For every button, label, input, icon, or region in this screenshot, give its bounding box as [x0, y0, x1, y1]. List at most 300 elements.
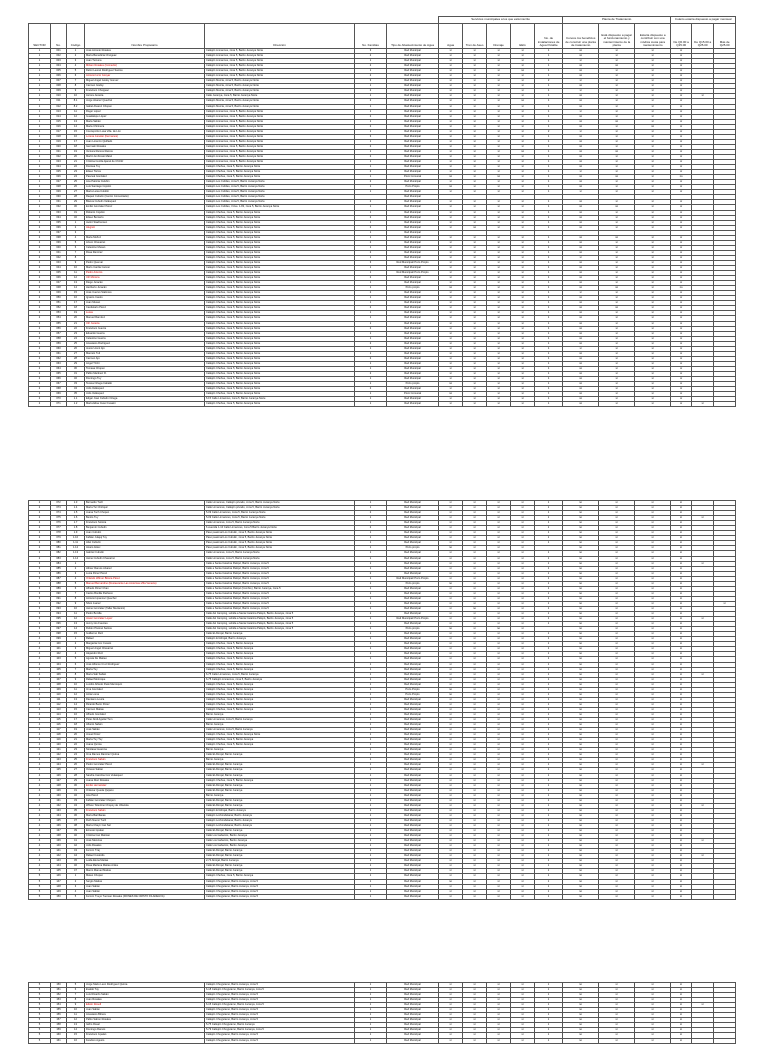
table-cell: sí [671, 260, 692, 265]
table-cell: 1 [355, 402, 387, 407]
table-cell: sí [599, 74, 635, 79]
table-cell: no [563, 397, 599, 402]
table-cell: sí [635, 874, 671, 879]
table-cell: sí [635, 397, 671, 402]
table-cell: sí [671, 864, 692, 869]
table-cell: sí [463, 94, 487, 99]
table-cell: sí [599, 738, 635, 743]
table-cell: 7 [67, 667, 85, 672]
table-cell: sí [599, 894, 635, 899]
table-cell: Pedro Quemar [85, 260, 205, 265]
table-cell: Maria Chirineza [85, 124, 205, 129]
table-cell: sí [439, 601, 463, 606]
table-cell: Red Municipal [387, 622, 439, 627]
table-cell: sí [463, 149, 487, 154]
table-cell: no [563, 516, 599, 521]
table-cell: 088 [51, 581, 67, 586]
table-cell: sí [439, 773, 463, 778]
table-cell: sí [511, 637, 535, 642]
table-cell: 061 [51, 351, 67, 356]
table-cell: sí [439, 205, 463, 210]
table-cell: sí [511, 531, 535, 536]
table-cell: 2 [29, 521, 51, 526]
table-cell: no [563, 74, 599, 79]
table-cell: sí [599, 712, 635, 717]
table-cell: Mateo Chopen [85, 874, 205, 879]
table-cell: 108 [51, 682, 67, 687]
table-cell: no [563, 220, 599, 225]
table-cell: 1 [355, 129, 387, 134]
table-cell: 8 [67, 672, 85, 677]
table-cell: 1 [535, 392, 563, 397]
table-cell: sí [439, 778, 463, 783]
table-cell: sí [439, 993, 463, 998]
table-cell: 138 [51, 834, 67, 839]
table-cell: sí [511, 266, 535, 271]
table-cell: sí [635, 69, 671, 74]
table-cell: Antonio Ixcor Ixcoyar [85, 74, 205, 79]
table-cell: 4 [67, 64, 85, 69]
table-cell: no [563, 49, 599, 54]
table-cell: no [563, 286, 599, 291]
table-cell: sí [487, 723, 511, 728]
table-cell: 112 [51, 702, 67, 707]
table-cell: sí [635, 1013, 671, 1018]
table-cell: no [599, 119, 635, 124]
table-cell: sí [487, 220, 511, 225]
table-cell: sí [511, 205, 535, 210]
table-cell: sí [635, 1018, 671, 1023]
table-cell: Callejón Chehue, zona 5, Barrio Jucanya [205, 692, 355, 697]
table-cell: 1 [355, 753, 387, 758]
table-cell: 059 [51, 341, 67, 346]
table-cell: sí [511, 697, 535, 702]
table-cell: 1 [355, 346, 387, 351]
table-cell: Red Municipal [387, 205, 439, 210]
table-cell: 2 [29, 306, 51, 311]
table-cell: Barrio Jucanya [205, 723, 355, 728]
table-cell: sí [599, 783, 635, 788]
table-cell: sí [487, 622, 511, 627]
table-cell: Calle El Abrojal, Barrio Jucanya [205, 753, 355, 758]
table-cell: sí [463, 1008, 487, 1013]
table-cell: sí [463, 331, 487, 336]
table-cell: sí [463, 402, 487, 407]
table-cell: Callejón Chehue, zona 5, Barrio Jucanya Norte [205, 286, 355, 291]
table-cell: 5-09 Calle Linnannus, zona 5, Barrio Jucanya Norte [205, 511, 355, 516]
table-cell: no [563, 692, 599, 697]
table-cell: sí [463, 783, 487, 788]
table-cell: 1 [535, 657, 563, 662]
table-cell: sí [511, 271, 535, 276]
table-cell: 5 [29, 1018, 51, 1023]
table-cell: sí [463, 993, 487, 998]
table-cell: Calle El Abrojal, Barrio Jucanya [205, 768, 355, 773]
table-cell: 1 [535, 697, 563, 702]
table-cell: sí [671, 281, 692, 286]
table-cell: 22 [67, 743, 85, 748]
table-cell: sí [511, 556, 535, 561]
table-cell: Juan Musan [85, 301, 205, 306]
table-cell: sí [463, 793, 487, 798]
table-cell: 3 [67, 59, 85, 64]
table-cell: 074 [51, 511, 67, 516]
table-cell: 1 [535, 768, 563, 773]
table-cell: sí [487, 773, 511, 778]
table-cell: sí [671, 89, 692, 94]
table-cell: sí [511, 606, 535, 611]
table-cell: sí [487, 225, 511, 230]
table-cell: sí [487, 798, 511, 803]
table-cell: Callejón Chehue, zona 5, Barrio Jucanya Norte [205, 351, 355, 356]
table-cell: 1 [355, 1018, 387, 1023]
table-cell: sí [511, 104, 535, 109]
table-cell: 1 [355, 149, 387, 154]
table-cell: sí [463, 854, 487, 859]
table-cell: sí [487, 803, 511, 808]
table-cell: sí [487, 109, 511, 114]
table-cell: Calle El Abrojal, Barrio Jucanya [205, 788, 355, 793]
table-cell: 101 [51, 647, 67, 652]
table-cell: sí [635, 250, 671, 255]
table-cell: 1.5 [67, 511, 85, 516]
table-cell: 29 [67, 361, 85, 366]
table-cell: sí [463, 773, 487, 778]
table-cell: 5 [67, 581, 85, 586]
table-cell: Peter Abdi Aguilar Tum [85, 718, 205, 723]
table-cell: Alfredo Gonzalez [85, 712, 205, 717]
table-cell: Callejón Los Cubiles, zona 5, Barrio Jucanya Norte [205, 180, 355, 185]
table-cell: 1.2 [67, 402, 85, 407]
table-cell: Callejón Linnannus, zona 5, Barrio Jucanya Norte [205, 119, 355, 124]
table-cell: 1 [355, 813, 387, 818]
table-cell: no [563, 551, 599, 556]
table-cell: 1 [535, 59, 563, 64]
table-cell: sí [599, 511, 635, 516]
table-cell: sí [463, 738, 487, 743]
table-cell: 1 [535, 104, 563, 109]
table-cell: sí [487, 149, 511, 154]
table-cell: 1 [355, 351, 387, 356]
table-cell: 1 [355, 733, 387, 738]
table-cell: Cristina Cecilia Ajanel de Chiritiz [85, 160, 205, 165]
table-cell: Red Municipal [387, 281, 439, 286]
table-cell: 056 [51, 326, 67, 331]
table-cell: Red Municipal [387, 311, 439, 316]
table-cell: 039 [51, 240, 67, 245]
table-cell: 2 [29, 387, 51, 392]
table-cell: sí [671, 692, 692, 697]
table-cell: sí [563, 89, 599, 94]
table-cell: 4 [29, 718, 51, 723]
table-cell: 1 [29, 109, 51, 114]
table-cell: sí [635, 546, 671, 551]
table-cell: 1 [535, 849, 563, 854]
table-cell: 4 [29, 864, 51, 869]
table-cell: sí [511, 190, 535, 195]
table-cell: no [563, 556, 599, 561]
table-cell: 1 [535, 874, 563, 879]
table-cell: 143 [51, 859, 67, 864]
table-cell: sí [487, 356, 511, 361]
table-cell: 2 [29, 397, 51, 402]
table-cell: 1 [535, 642, 563, 647]
table-cell: Jorge Alvarez Quechel [85, 99, 205, 104]
table-cell: sí [599, 617, 635, 622]
table-cell: sí [671, 983, 692, 988]
table-cell: 2 [29, 225, 51, 230]
table-cell: no [563, 139, 599, 144]
table-cell: Carlos Bonilla Pacheco [85, 591, 205, 596]
table-cell: sí [635, 49, 671, 54]
table-cell: 13 [67, 281, 85, 286]
table-cell: sí [635, 606, 671, 611]
table-cell: sí [671, 642, 692, 647]
table-cell: sí [635, 647, 671, 652]
table-cell: sí [599, 84, 635, 89]
table-cell: sí [511, 541, 535, 546]
table-cell: sí [599, 397, 635, 402]
table-cell: sí [511, 341, 535, 346]
table-cell: sí [635, 692, 671, 697]
table-cell: Red Municipal [387, 606, 439, 611]
table-cell: Calle del Camping, subida a Santa Catarina Palopó, Barrio Jucanya, zona 5 [205, 617, 355, 622]
table-cell: sí [463, 346, 487, 351]
table-cell: sí [463, 271, 487, 276]
table-cell: sí [599, 874, 635, 879]
table-cell: 1 [355, 556, 387, 561]
table-cell: María Tuí Chiriquic [85, 506, 205, 511]
table-cell: sí [511, 286, 535, 291]
table-cell: Callejón Chehue, zona 5, Barrio Jucanya Norte [205, 361, 355, 366]
table-row [29, 1038, 736, 1043]
table-cell: sí [487, 667, 511, 672]
table-cell: Paso peatonal Los Cubulin, zona 5, Barrio Jucanya Norte [205, 531, 355, 536]
group-header-planta: Planta de Tratamiento [563, 17, 671, 24]
table-cell: Callejón Lochondelanar, Barrio Jucanya [205, 818, 355, 823]
table-cell: sí [439, 682, 463, 687]
table-cell: sí [671, 326, 692, 331]
table-cell: Callejón Chuyjutamo, Barrio Jucanya, zona 5 [205, 998, 355, 1003]
table-cell: no [563, 839, 599, 844]
table-cell: Red Municipal [387, 778, 439, 783]
column-header: SECTOR [29, 24, 51, 49]
table-cell: 1 [535, 758, 563, 763]
table-cell: no [563, 104, 599, 109]
table-cell: sí [671, 884, 692, 889]
table-cell: 1 [355, 266, 387, 271]
table-cell: sí [463, 1003, 487, 1008]
table-cell: Red Municipal [387, 993, 439, 998]
table-cell: no [563, 596, 599, 601]
table-cell: sí [487, 74, 511, 79]
table-cell: 24 [67, 336, 85, 341]
table-cell: 32 [67, 377, 85, 382]
table-cell: 030 [51, 195, 67, 200]
table-cell: sí [511, 1023, 535, 1028]
table-cell: 014 [51, 114, 67, 119]
table-cell: sí [671, 783, 692, 788]
table-cell: sí [635, 74, 671, 79]
table-cell: Red Municipal [387, 768, 439, 773]
table-cell: José Mencías [85, 839, 205, 844]
table-cell: 11 [67, 1013, 85, 1018]
table-cell: 025 [51, 170, 67, 175]
table-cell: 30 [67, 783, 85, 788]
table-cell: sí [635, 566, 671, 571]
table-cell: 1 [29, 64, 51, 69]
table-cell: 1 [355, 993, 387, 998]
table-cell: no [563, 546, 599, 551]
table-cell: no [563, 225, 599, 230]
table-cell: sí [599, 682, 635, 687]
table-cell: 018 [51, 134, 67, 139]
table-cell: sí [511, 170, 535, 175]
table-cell: sí [487, 321, 511, 326]
table-cell: sí [439, 1033, 463, 1038]
table-cell: 3 [29, 596, 51, 601]
table-cell: sí [439, 596, 463, 601]
table-cell: no [563, 1023, 599, 1028]
table-cell: sí [463, 617, 487, 622]
table-cell: 1 [535, 331, 563, 336]
table-cell: 1 [355, 818, 387, 823]
table-cell: 2 [355, 526, 387, 531]
table-cell: sí [714, 601, 736, 606]
table-cell: sí [487, 546, 511, 551]
table-cell: sí [487, 266, 511, 271]
table-cell: 1 [535, 501, 563, 506]
table-cell: sí [439, 154, 463, 159]
table-cell: sí [511, 758, 535, 763]
table-cell: sí [463, 276, 487, 281]
table-cell: sí [463, 627, 487, 632]
table-cell: sí [463, 1013, 487, 1018]
table-cell: sí [439, 79, 463, 84]
table-cell: no [563, 377, 599, 382]
table-cell: sí [599, 793, 635, 798]
table-cell: 1 [535, 346, 563, 351]
table-cell: sí [463, 743, 487, 748]
table-cell: no [563, 606, 599, 611]
table-cell: 18 [67, 144, 85, 149]
table-cell: sí [487, 49, 511, 54]
table-cell: no [439, 286, 463, 291]
table-cell: sí [463, 154, 487, 159]
table-cell: 2 [355, 170, 387, 175]
table-cell: sí [671, 377, 692, 382]
table-cell: 1 [355, 1008, 387, 1013]
table-cell: 2 [355, 124, 387, 129]
table-cell: 13 [67, 1023, 85, 1028]
table-cell: no [635, 124, 671, 129]
table-cell: Calle a Santa Catarina Palopó, Barrio Jucanya, zona 5 [205, 566, 355, 571]
table-cell: sí [511, 884, 535, 889]
table-cell: 6.15 Calle Linnannus, zona 5, Barrio Jucanya Norte [205, 397, 355, 402]
table-cell: 050 [51, 296, 67, 301]
table-cell: 091 [51, 596, 67, 601]
table-cell: 2 [29, 250, 51, 255]
table-cell: no [563, 271, 599, 276]
table-cell: Red Municipal [387, 104, 439, 109]
table-cell: 8.1 [67, 99, 85, 104]
table-cell: 1 [535, 606, 563, 611]
table-cell: 3 [29, 612, 51, 617]
table-cell: 097 [51, 627, 67, 632]
table-cell: sí [599, 576, 635, 581]
table-cell: Roberto Cojulún [85, 210, 205, 215]
table-cell: Red Municipal [387, 372, 439, 377]
table-cell: sí [511, 511, 535, 516]
table-cell: 27 [67, 351, 85, 356]
table-cell: Callejón Chehue, zona 5, Barrio Jucanya Norte [205, 301, 355, 306]
table-cell: 4 [29, 647, 51, 652]
table-cell: 1 [535, 983, 563, 988]
table-cell: Red Municipal/ Pozo Propio [387, 617, 439, 622]
table-cell: 1 [535, 402, 563, 407]
table-cell: 4 [67, 235, 85, 240]
table-cell: sí [511, 596, 535, 601]
table-cell: 078 [51, 531, 67, 536]
table-cell: sí [463, 165, 487, 170]
table-cell: sí [671, 79, 692, 84]
table-cell: Callejón Linnannus, zona 5, Barrio Jucanya Norte [205, 144, 355, 149]
table-cell: sí [439, 516, 463, 521]
table-cell: 1 [355, 672, 387, 677]
table-cell: 089 [51, 586, 67, 591]
table-cell: 1 [355, 869, 387, 874]
table-cell: sí [635, 864, 671, 869]
table-cell: 1 [535, 753, 563, 758]
table-cell: 1 [29, 149, 51, 154]
table-cell: 7 [67, 250, 85, 255]
table-cell: sí [599, 672, 635, 677]
table-cell: sí [635, 844, 671, 849]
table-cell: Juan Tuicuna [85, 59, 205, 64]
table-cell: 4 [29, 723, 51, 728]
table-cell: 1.14 [67, 556, 85, 561]
table-cell: 053 [51, 311, 67, 316]
table-cell: sí [463, 632, 487, 637]
table-cell: Red Municipal [387, 1013, 439, 1018]
table-cell: 066 [51, 377, 67, 382]
table-cell: Calle del Camping, subida a Santa Catarina Palopó, Barrio Jucanya, zona 5 [205, 627, 355, 632]
table-cell: 1 [355, 59, 387, 64]
table-cell: sí [463, 382, 487, 387]
table-cell: 141 [51, 849, 67, 854]
table-cell: sí [511, 220, 535, 225]
table-cell: sí [511, 642, 535, 647]
table-cell: 2 [355, 291, 387, 296]
table-cell: sí [511, 1003, 535, 1008]
table-cell: sí [463, 869, 487, 874]
table-cell: sí [511, 129, 535, 134]
table-cell: no [563, 854, 599, 859]
table-cell: 9 [67, 260, 85, 265]
table-cell: sí [439, 864, 463, 869]
table-cell: 140 [51, 844, 67, 849]
table-cell: 084 [51, 561, 67, 566]
table-cell: sí [487, 829, 511, 834]
table-cell: sí [511, 215, 535, 220]
table-cell: sí [511, 366, 535, 371]
table-cell: 24 [67, 175, 85, 180]
table-cell: María Luisa Culubin [85, 190, 205, 195]
table-cell: Red Municipal [387, 566, 439, 571]
table-cell: sí [487, 834, 511, 839]
table-cell: no [563, 571, 599, 576]
table-cell: no [563, 617, 599, 622]
